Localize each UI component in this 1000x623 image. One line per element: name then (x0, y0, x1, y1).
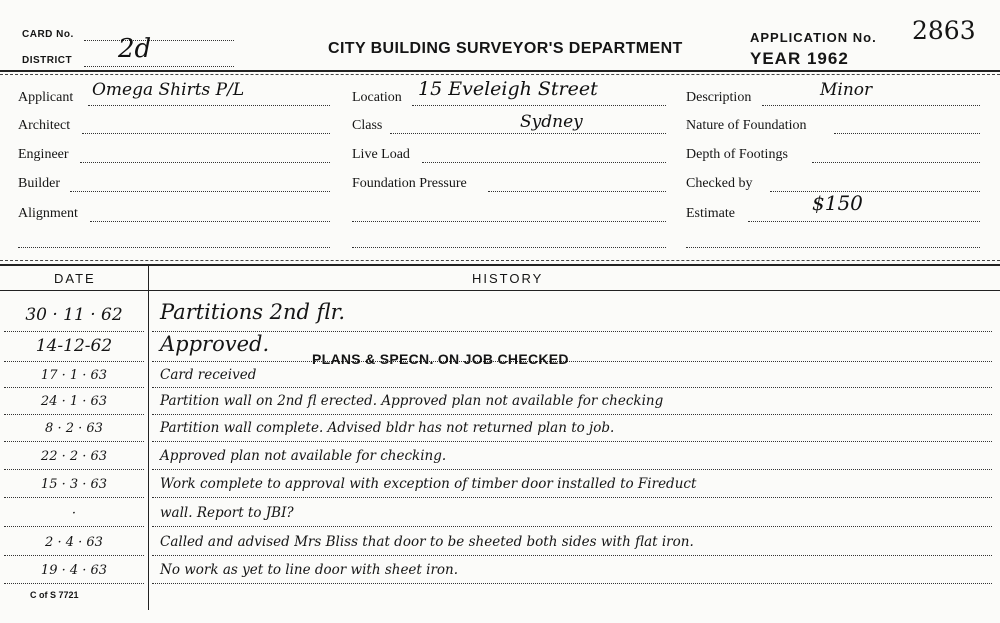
row-rule (4, 526, 144, 527)
row-rule (4, 583, 144, 584)
history-entry: Called and advised Mrs Bliss that door to be sheeted both sides with flat iron. (160, 534, 694, 550)
history-entry: Approved. (160, 332, 270, 356)
history-date: 17 · 1 · 63 (40, 368, 108, 383)
estimate-label: Estimate (686, 206, 735, 221)
history-entry: Partition wall complete. Advised bldr has not returned plan to job. (160, 420, 615, 436)
row-rule (4, 331, 144, 332)
history-date: 2 · 4 · 63 (45, 535, 103, 550)
row-rule (4, 441, 144, 442)
depth-label: Depth of Footings (686, 147, 788, 162)
row-rule (4, 387, 144, 388)
extra-line-3 (352, 247, 666, 248)
table-top-rule (0, 264, 1000, 266)
alignment-line (90, 221, 330, 222)
row-rule (4, 497, 144, 498)
history-date: 8 · 2 · 63 (45, 421, 103, 436)
history-entry: Partition wall on 2nd fl erected. Approved plan not available for checking (160, 393, 664, 409)
class-line (390, 133, 666, 134)
applicant-value: Omega Shirts P/L (92, 80, 245, 100)
card-no-label: CARD No. (22, 29, 74, 40)
row-rule (152, 526, 992, 527)
architect-label: Architect (18, 118, 71, 133)
history-date: 30 · 11 · 62 (25, 305, 123, 325)
live-load-line (422, 162, 666, 163)
header-row-rule (0, 290, 1000, 291)
location-value: 15 Eveleigh Street (418, 78, 598, 100)
row-rule (152, 583, 992, 584)
estimate-line (748, 221, 980, 222)
date-column-header: DATE (54, 271, 96, 286)
history-date: 19 · 4 · 63 (40, 563, 108, 578)
row-rule (4, 469, 144, 470)
history-date: 15 · 3 · 63 (40, 477, 108, 492)
history-entry: Approved plan not available for checking. (160, 448, 447, 464)
year-label: YEAR 1962 (750, 49, 849, 68)
row-rule (152, 469, 992, 470)
history-entry: No work as yet to line door with sheet iron. (160, 562, 459, 578)
live-load-label: Live Load (352, 147, 410, 162)
history-date: 14-12-62 (35, 336, 113, 356)
district-line (84, 66, 234, 67)
builder-line (70, 191, 330, 192)
header-rule-dashed (0, 74, 1000, 75)
row-rule (4, 414, 144, 415)
location-value-2: Sydney (520, 112, 583, 132)
description-label: Description (686, 90, 752, 105)
engineer-label: Engineer (18, 147, 69, 162)
depth-line (812, 162, 980, 163)
architect-line (82, 133, 330, 134)
nature-label: Nature of Foundation (686, 118, 807, 133)
application-no-label: APPLICATION No. (750, 30, 877, 45)
history-date: · (71, 506, 77, 521)
row-rule (152, 441, 992, 442)
history-date: 22 · 2 · 63 (40, 449, 108, 464)
location-label: Location (352, 90, 402, 105)
history-entry: wall. Report to JBI? (160, 505, 294, 521)
foundation-pressure-line (488, 191, 666, 192)
row-rule (152, 497, 992, 498)
estimate-value: $150 (812, 191, 863, 215)
class-label: Class (352, 118, 383, 133)
row-rule (152, 387, 992, 388)
builder-label: Builder (18, 176, 60, 191)
history-entry: Card received (160, 367, 257, 383)
history-date: 24 · 1 · 63 (40, 394, 108, 409)
description-value: Minor (820, 80, 873, 100)
table-top-rule-dashed (0, 260, 1000, 261)
row-rule (4, 555, 144, 556)
row-rule (152, 361, 992, 362)
row-rule (152, 555, 992, 556)
row-rule (152, 414, 992, 415)
application-no: 2863 (912, 16, 976, 45)
alignment-label: Alignment (18, 206, 78, 221)
history-column-header: HISTORY (472, 271, 544, 286)
district-label: DISTRICT (22, 55, 73, 66)
card-no-line (84, 40, 234, 41)
foundation-pressure-label: Foundation Pressure (352, 176, 467, 191)
plans-checked-stamp: PLANS & SPECN. ON JOB CHECKED (312, 351, 569, 367)
extra-line-2 (352, 221, 666, 222)
engineer-line (80, 162, 330, 163)
header-rule (0, 70, 1000, 72)
location-line (412, 105, 666, 106)
column-divider (148, 264, 149, 610)
checked-by-line (770, 191, 980, 192)
extra-line-4 (686, 247, 980, 248)
row-rule (4, 361, 144, 362)
checked-by-label: Checked by (686, 176, 753, 191)
history-entry: Work complete to approval with exception of timber door installed to Fireduct (160, 476, 697, 492)
department-title: CITY BUILDING SURVEYOR'S DEPARTMENT (328, 40, 683, 57)
extra-line-1 (18, 247, 330, 248)
nature-line (834, 133, 980, 134)
description-line (762, 105, 980, 106)
row-rule (152, 331, 992, 332)
district-value: 2d (118, 34, 152, 64)
history-entry: Partitions 2nd flr. (160, 300, 346, 324)
applicant-line (88, 105, 330, 106)
applicant-label: Applicant (18, 90, 74, 105)
form-code: C of S 7721 (30, 590, 79, 600)
